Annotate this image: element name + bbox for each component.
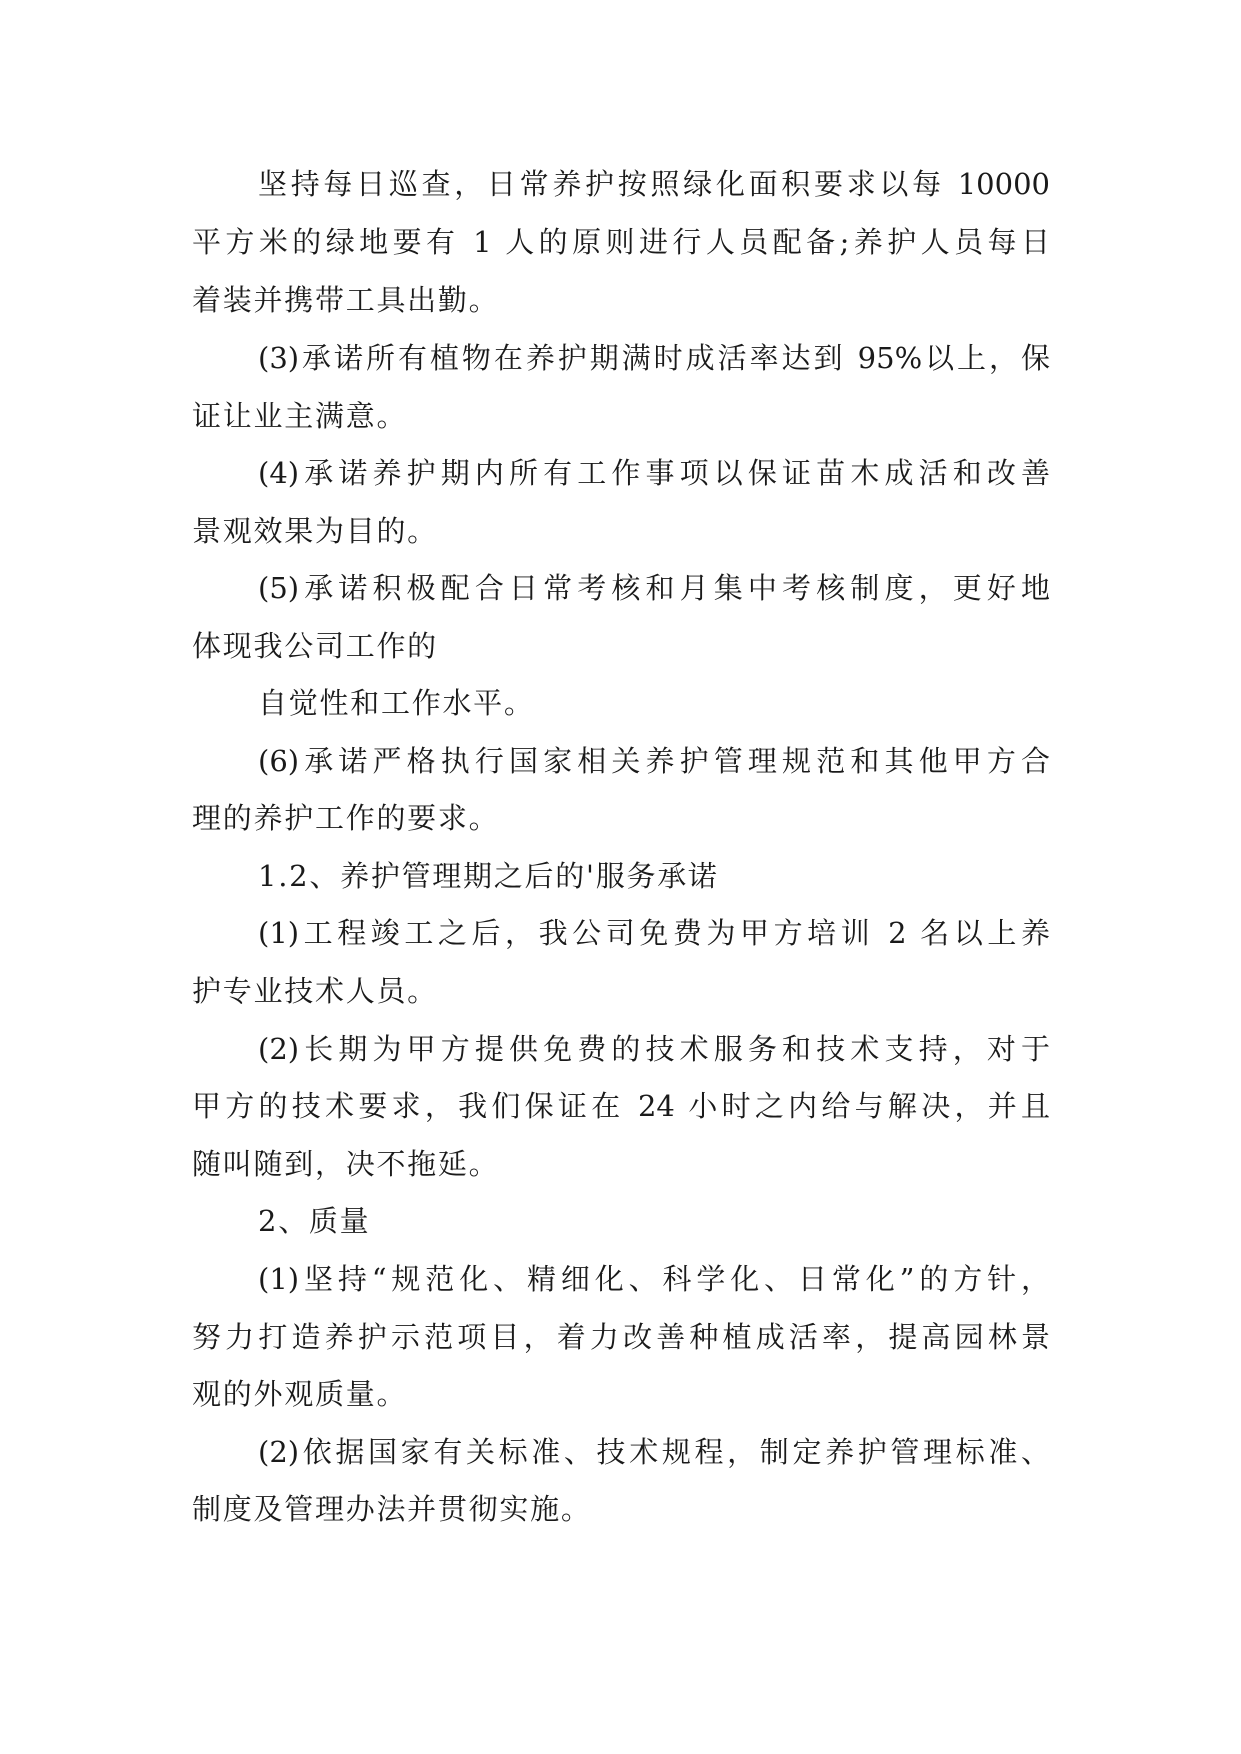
text-line: 证让业主满意。 xyxy=(192,399,408,433)
text-line: 理的养护工作的要求。 xyxy=(192,801,500,835)
text-line: 体现我公司工作的 xyxy=(192,629,438,663)
section-heading: 2、质量 xyxy=(258,1204,371,1238)
text-line: 护专业技术人员。 xyxy=(192,974,438,1008)
text-line: (1)坚持“规范化、精细化、科学化、日常化”的方针， xyxy=(258,1262,1050,1296)
text-line: 制度及管理办法并贯彻实施。 xyxy=(192,1492,592,1526)
text-line: 随叫随到，决不拖延。 xyxy=(192,1147,500,1181)
text-line: 景观效果为目的。 xyxy=(192,514,438,548)
text-line: (5)承诺积极配合日常考核和月集中考核制度，更好地 xyxy=(258,571,1050,605)
text-line: 坚持每日巡查，日常养护按照绿化面积要求以每 10000 xyxy=(258,167,1050,201)
text-line: (2)依据国家有关标准、技术规程，制定养护管理标准、 xyxy=(258,1435,1050,1469)
text-line: (1)工程竣工之后，我公司免费为甲方培训 2 名以上养 xyxy=(258,916,1050,950)
text-line: (6)承诺严格执行国家相关养护管理规范和其他甲方合 xyxy=(258,744,1050,778)
text-line: 自觉性和工作水平。 xyxy=(258,686,535,720)
text-line: 平方米的绿地要有 1 人的原则进行人员配备;养护人员每日 xyxy=(192,225,1050,259)
text-line: 着装并携带工具出勤。 xyxy=(192,283,500,317)
text-line: 甲方的技术要求，我们保证在 24 小时之内给与解决，并且 xyxy=(192,1089,1050,1123)
text-line: (4)承诺养护期内所有工作事项以保证苗木成活和改善 xyxy=(258,456,1050,490)
text-line: 努力打造养护示范项目，着力改善种植成活率，提高园林景 xyxy=(192,1320,1050,1354)
text-line: 观的外观质量。 xyxy=(192,1377,408,1411)
text-line: (3)承诺所有植物在养护期满时成活率达到 95%以上，保 xyxy=(258,341,1050,375)
text-line: (2)长期为甲方提供免费的技术服务和技术支持，对于 xyxy=(258,1032,1050,1066)
section-heading: 1.2、养护管理期之后的'服务承诺 xyxy=(258,859,719,893)
